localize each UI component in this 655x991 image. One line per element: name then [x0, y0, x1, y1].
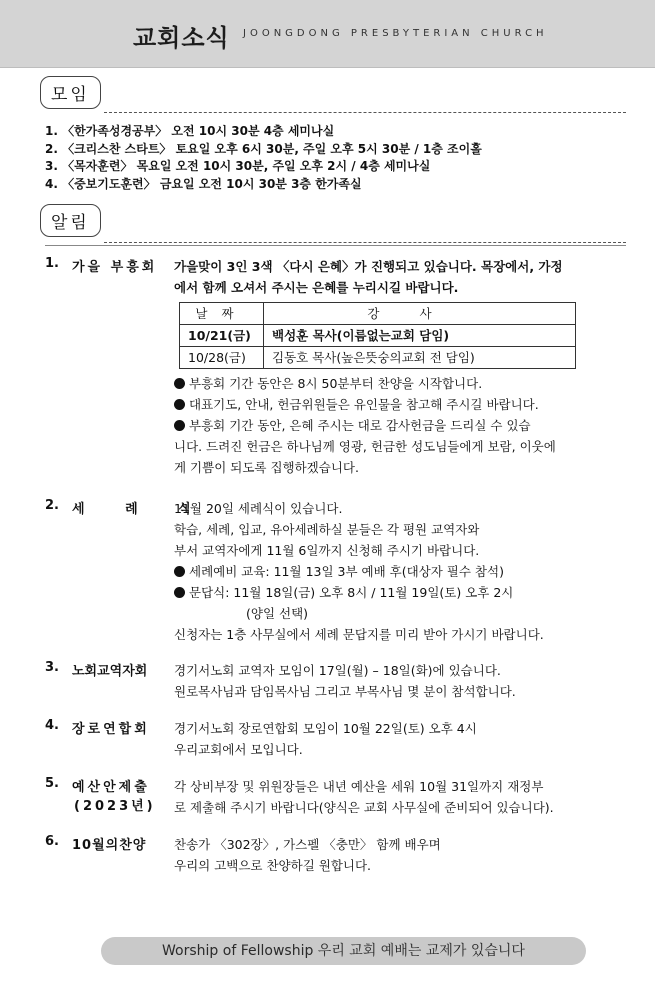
- news-heading: 가을 부흥회: [72, 260, 158, 275]
- bullet-icon: [174, 566, 185, 577]
- list-item: 2. 〈크리스찬 스타트〉 토요일 오후 6시 30분, 주일 오후 5시 30분 / 1층 조이홀: [45, 141, 482, 156]
- news-body: [174, 498, 622, 645]
- news-text: 로 제출해 주시기 바랍니다(양식은 교회 사무실에 준비되어 있습니다).: [174, 800, 554, 815]
- news-number: 3.: [45, 660, 59, 675]
- section-rule: [45, 245, 626, 246]
- news-text: 원로목사님과 담임목사님 그리고 부목사님 몇 분이 참석합니다.: [174, 684, 516, 699]
- news-text: 게 기쁨이 되도록 집행하겠습니다.: [174, 460, 359, 475]
- news-heading: 10월의찬양: [72, 838, 147, 853]
- news-number: 4.: [45, 718, 59, 733]
- table-cell: 10/28(금): [180, 347, 264, 369]
- news-item-revival: [45, 256, 625, 486]
- list-item: 3. 〈목자훈련〉 목요일 오전 10시 30분, 주일 오후 2시 / 4층 세미나실: [45, 159, 431, 173]
- gathering-list: [45, 123, 645, 193]
- bullet-icon: [174, 420, 185, 431]
- news-text: 우리의 고백으로 찬양하길 원합니다.: [174, 858, 372, 873]
- news-item-praise: [45, 834, 625, 878]
- news-number: 1.: [45, 256, 59, 271]
- speaker-table: [179, 302, 576, 369]
- news-text: 에서 함께 오셔서 주시는 은혜를 누리시길 바랍니다.: [174, 280, 459, 295]
- news-item-presbytery: [45, 660, 625, 704]
- news-number: 5.: [45, 776, 59, 791]
- section-divider: [104, 242, 626, 243]
- news-number: 2.: [45, 498, 59, 513]
- bullet-text: 문답식: 11월 18일(금) 오후 8시 / 11월 19일(토) 오후 2시: [189, 585, 514, 600]
- section-label-gathering: 모임: [40, 76, 101, 109]
- news-body: [174, 718, 622, 760]
- bullet-text: 대표기도, 안내, 헌금위원들은 유인물을 참고해 주시길 바랍니다.: [189, 397, 539, 412]
- news-heading: 장로연합회: [72, 722, 150, 737]
- news-text: (양일 선택): [246, 606, 309, 621]
- bullet-icon: [174, 378, 185, 389]
- bullet-icon: [174, 399, 185, 410]
- bullet-icon: [174, 587, 185, 598]
- section-divider: [104, 112, 626, 113]
- news-number: 6.: [45, 834, 59, 849]
- page-title: 교회소식: [133, 24, 230, 52]
- table-cell: 김동호 목사(높은뜻숭의교회 전 담임): [264, 347, 576, 369]
- bullet-text: 부흥회 기간 동안, 은혜 주시는 대로 감사헌금을 드리실 수 있습: [189, 418, 531, 433]
- section-label-news: 알림: [40, 204, 101, 237]
- news-item-budget: [45, 776, 625, 820]
- news-text: 각 상비부장 및 위원장들은 내년 예산을 세워 10월 31일까지 재정부: [174, 779, 544, 794]
- news-text: 11월 20일 세례식이 있습니다.: [174, 501, 343, 516]
- news-body: [174, 776, 622, 818]
- news-item-elders: [45, 718, 625, 762]
- news-text: 신청자는 1층 사무실에서 세례 문답지를 미리 받아 가시기 바랍니다.: [174, 627, 544, 642]
- news-text: 학습, 세례, 입교, 유아세례하실 분들은 각 평원 교역자와: [174, 522, 480, 537]
- table-row: [180, 347, 576, 369]
- table-header: 강사: [264, 303, 576, 325]
- list-item: 4. 〈중보기도훈련〉 금요일 오전 10시 30분 3층 한가족실: [45, 176, 362, 191]
- news-text: 경기서노회 장로연합회 모임이 10월 22일(토) 오후 4시: [174, 721, 477, 736]
- news-text: 찬송가 〈302장〉, 가스펠 〈충만〉 함께 배우며: [174, 837, 441, 852]
- news-text: 니다. 드려진 헌금은 하나님께 영광, 헌금한 성도님들에게 보람, 이웃에: [174, 439, 556, 454]
- page-header: [0, 0, 655, 68]
- church-name: JOONGDONG PRESBYTERIAN CHURCH: [243, 28, 548, 39]
- news-heading: 세 례 식: [72, 502, 209, 517]
- news-text: 가을맞이 3인 3색 〈다시 은혜〉가 진행되고 있습니다. 목장에서, 가정: [174, 259, 563, 274]
- table-header: 날짜: [180, 303, 264, 325]
- news-body: [174, 834, 622, 876]
- news-text: 우리교회에서 모입니다.: [174, 742, 303, 757]
- table-cell: 10/21(금): [180, 325, 264, 347]
- news-body: [174, 660, 622, 702]
- news-text: 부서 교역자에게 11월 6일까지 신청해 주시기 바랍니다.: [174, 543, 480, 558]
- bullet-text: 세례예비 교육: 11월 13일 3부 예배 후(대상자 필수 참석): [189, 564, 504, 579]
- footer-banner: Worship of Fellowship 우리 교회 예배는 교제가 있습니다: [101, 937, 586, 965]
- news-heading: 노회교역자회: [72, 664, 148, 679]
- news-subheading: (2023년): [74, 799, 156, 814]
- news-heading: 예산안제출: [72, 780, 150, 795]
- news-item-baptism: [45, 498, 625, 648]
- bullet-text: 부흥회 기간 동안은 8시 50분부터 찬양을 시작합니다.: [189, 376, 483, 391]
- list-item: 1. 〈한가족성경공부〉 오전 10시 30분 4층 세미나실: [45, 124, 335, 138]
- table-cell: 백성훈 목사(이름없는교회 담임): [264, 325, 576, 347]
- news-body: [174, 256, 622, 478]
- table-row: [180, 325, 576, 347]
- news-text: 경기서노회 교역자 모임이 17일(월) – 18일(화)에 있습니다.: [174, 663, 501, 678]
